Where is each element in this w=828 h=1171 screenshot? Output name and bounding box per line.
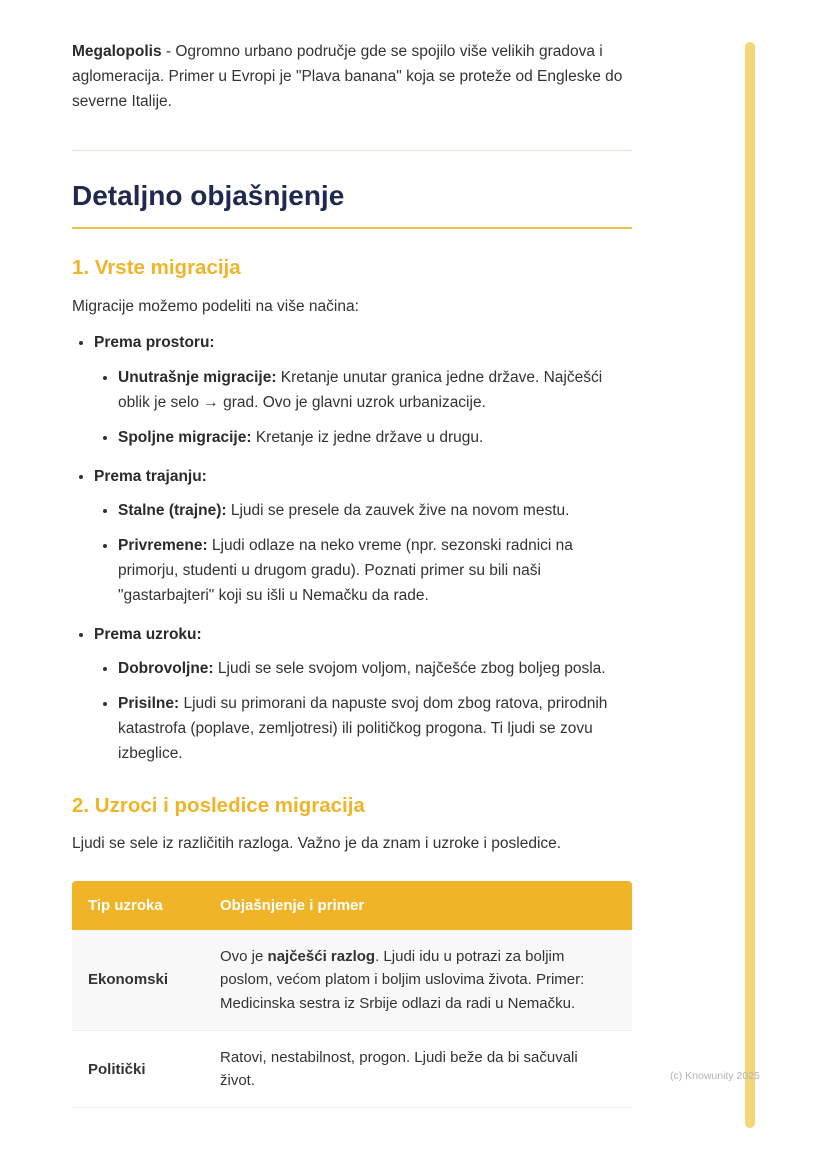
- document-content: [72, 40, 632, 1108]
- cell-text: Ratovi, nestabilnost, progon. Ljudi beže da bi sačuvali život.: [220, 1048, 578, 1090]
- column-header-explanation: Objašnjenje i primer: [204, 881, 632, 930]
- bullet-term: Privremene:: [118, 537, 208, 555]
- sublist: [94, 499, 632, 608]
- list-item: [118, 499, 632, 524]
- list-item: [94, 623, 632, 767]
- subsection-1-title: 1. Vrste migracija: [72, 255, 241, 279]
- table-body: [72, 930, 632, 1108]
- bullet-term: Prisilne:: [118, 695, 180, 713]
- list-item: [118, 366, 632, 416]
- cell-bold-text: najčešći razlog: [267, 948, 376, 966]
- table-row: [72, 1031, 632, 1109]
- list-item: [118, 534, 632, 608]
- list-item: [94, 331, 632, 450]
- bullet-term: Spoljne migracije:: [118, 428, 252, 446]
- cause-explanation-cell: [204, 930, 632, 1031]
- group-label: Prema uzroku:: [94, 625, 202, 643]
- page-accent-strip: [745, 42, 755, 1128]
- sublist: [94, 366, 632, 450]
- sublist: [94, 657, 632, 766]
- cause-type-cell: Politički: [72, 1031, 204, 1109]
- table-header-row: [72, 881, 632, 930]
- bullet-text: Kretanje unutar granica jedne države. Najčešći oblik je selo → grad. Ovo je glavni uzrok urbanizacije.: [118, 369, 603, 411]
- copyright-watermark: (c) Knowunity 2025: [670, 1070, 760, 1082]
- cell-text: . Ljudi idu u potrazi za boljim poslom, većom platom i boljim uslovima života. Primer: Medicinska sestra iz Srbije odlazi da radi u Nemačku.: [220, 948, 585, 1012]
- cause-explanation-cell: [204, 1031, 632, 1109]
- term-megalopolis: Megalopolis: [72, 43, 162, 60]
- group-label: Prema trajanju:: [94, 467, 207, 485]
- cause-type-cell: Ekonomski: [72, 930, 204, 1031]
- bullet-text: Ljudi odlaze na neko vreme (npr. sezonski radnici na primorju, studenti u drugom gradu). Poznati primer su bili naši "gastarbajteri" koji su išli u Nemačku da rade.: [118, 537, 573, 604]
- cell-text: Ovo je: [220, 948, 268, 966]
- table-header: [72, 881, 632, 930]
- list-item: [94, 465, 632, 609]
- bullet-term: Dobrovoljne:: [118, 660, 214, 678]
- bullet-text: Ljudi se sele svojom voljom, najčešće zbog boljeg posla.: [213, 660, 606, 678]
- section-divider: [72, 150, 632, 151]
- migration-types-list: [72, 331, 632, 766]
- bullet-term: Stalne (trajne):: [118, 502, 227, 520]
- page-title: Detaljno objašnjenje: [72, 179, 632, 229]
- group-label: Prema prostoru:: [94, 334, 215, 352]
- column-header-type: Tip uzroka: [72, 881, 204, 930]
- list-item: [118, 426, 632, 451]
- bullet-text: Kretanje iz jedne države u drugu.: [251, 428, 484, 446]
- bullet-text: Ljudi su primorani da napuste svoj dom zbog ratova, prirodnih katastrofa (poplave, zemljotresi) ili političkog progona. Ti ljudi se zovu izbeglice.: [118, 695, 608, 762]
- bullet-text: Ljudi se presele da zauvek žive na novom mestu.: [226, 502, 570, 520]
- list-item: [118, 692, 632, 766]
- subsection-2-intro: Ljudi se sele iz različitih razloga. Važno je da znam i uzroke i posledice.: [72, 835, 562, 853]
- table-row: [72, 930, 632, 1031]
- bullet-term: Unutrašnje migracije:: [118, 369, 277, 387]
- subsection-2-title: 2. Uzroci i posledice migracija: [72, 793, 365, 817]
- intro-text: - Ogromno urbano područje gde se spojilo više velikih gradova i aglomeracija. Primer u Evropi je "Plava banana" koja se proteže od Engleske do severne Italije.: [72, 43, 623, 110]
- intro-paragraph: [72, 40, 632, 114]
- list-item: [118, 657, 632, 682]
- subsection-1-intro: Migracije možemo podeliti na više načina:: [72, 297, 359, 315]
- causes-table: [72, 881, 632, 1109]
